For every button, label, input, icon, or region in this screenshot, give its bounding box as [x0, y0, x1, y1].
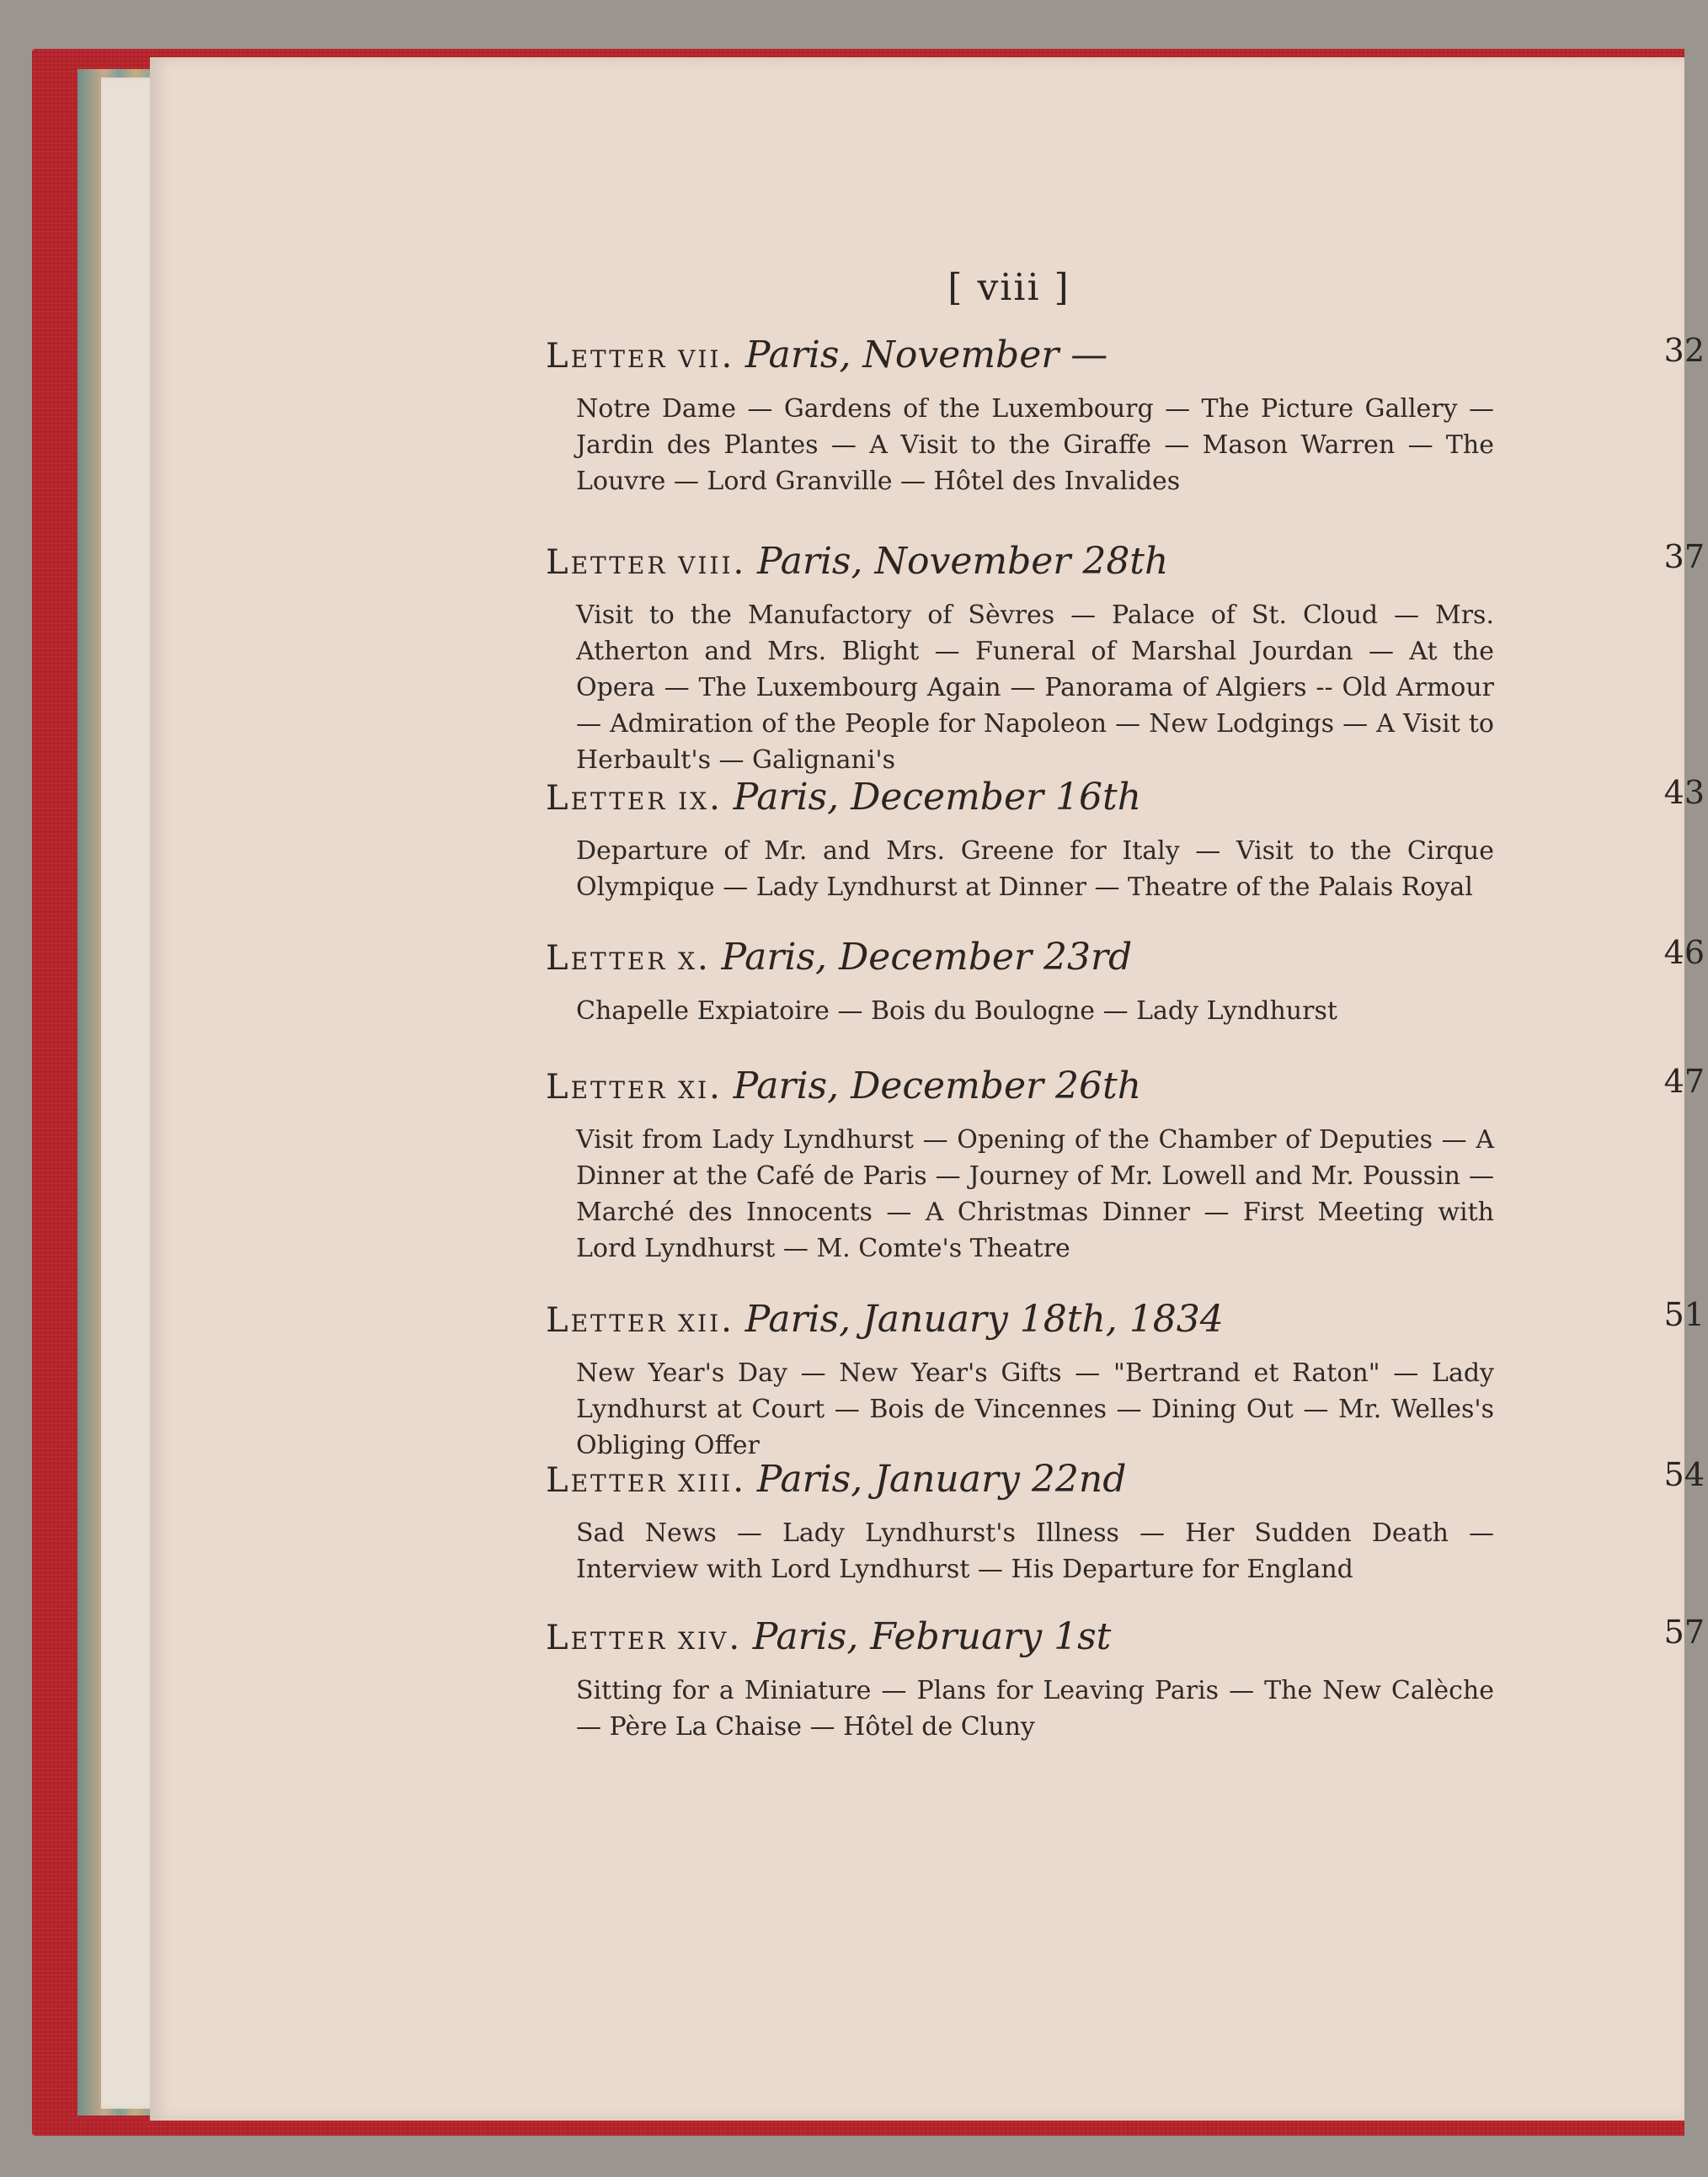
place-date: Paris, January 22nd	[756, 1458, 1127, 1501]
place-date: Paris, November —	[745, 333, 1108, 376]
entry-heading	[546, 1066, 1708, 1107]
page-reference: 43	[1663, 774, 1705, 811]
entry-heading	[546, 542, 1708, 582]
letter-numeral: xiv.	[678, 1619, 743, 1657]
toc-entry-x	[546, 934, 1708, 1029]
toc-entry-xiv	[546, 1614, 1708, 1745]
flyleaf-edge	[101, 77, 153, 2109]
letter-label: Letter	[546, 1461, 668, 1500]
entry-contents: Sitting for a Miniature — Plans for Leaving Paris — The New Calèche — Père La Chaise — Hôtel de Cluny	[576, 1676, 1494, 1742]
toc-entry-vii	[546, 332, 1708, 499]
place-date: Paris, November 28th	[756, 540, 1169, 583]
place-date: Paris, December 26th	[733, 1064, 1142, 1107]
entry-contents: New Year's Day — New Year's Gifts — "Bertrand et Raton" — Lady Lyndhurst at Court — Bois de Vincennes — Dining Out — Mr. Welles's Obliging Offer	[576, 1358, 1494, 1461]
toc-entry-xiii	[546, 1456, 1708, 1587]
letter-numeral: vii.	[678, 337, 735, 376]
book-page	[150, 57, 1705, 2121]
page-reference: 37	[1663, 538, 1705, 575]
letter-label: Letter	[546, 1619, 668, 1657]
letter-label: Letter	[546, 1301, 668, 1340]
toc-entry-viii	[546, 538, 1708, 778]
entry-heading	[546, 777, 1708, 818]
place-date: Paris, January 18th, 1834	[745, 1298, 1224, 1341]
entry-heading	[546, 1459, 1708, 1500]
entry-heading	[546, 937, 1708, 978]
letter-numeral: xiii.	[678, 1461, 746, 1500]
letter-numeral: ix.	[678, 779, 723, 818]
place-date: Paris, December 23rd	[721, 936, 1133, 979]
letter-label: Letter	[546, 543, 668, 582]
toc-entry-xi	[546, 1063, 1708, 1267]
letter-label: Letter	[546, 1068, 668, 1107]
letter-label: Letter	[546, 939, 668, 978]
page-reference: 46	[1663, 934, 1705, 971]
entry-contents: Notre Dame — Gardens of the Luxembourg — The Picture Gallery — Jardin des Plantes — A Visit to the Giraffe — Mason Warren — The Louvre — Lord Granville — Hôtel des Invalides	[576, 394, 1494, 497]
entry-contents: Visit from Lady Lyndhurst — Opening of the Chamber of Deputies — A Dinner at the Café de Paris — Journey of Mr. Lowell and Mr. Poussin — Marché des Innocents — A Christmas Dinner — First Meeting with Lord Lyndhurst — M. Comte's Theatre	[576, 1125, 1494, 1264]
page-reference: 51	[1663, 1296, 1705, 1333]
entry-contents: Visit to the Manufactory of Sèvres — Palace of St. Cloud — Mrs. Atherton and Mrs. Blight — Funeral of Marshal Jourdan — At the Opera — The Luxembourg Again — Panorama of Algiers -- Old Armour — Admiration of the People for Napoleon — New Lodgings — A Visit to Herbault's — Galignani's	[576, 600, 1494, 776]
entry-contents: Sad News — Lady Lyndhurst's Illness — Her Sudden Death — Interview with Lord Lyndhurst — His Departure for England	[576, 1518, 1494, 1585]
toc-entry-ix	[546, 774, 1708, 905]
letter-numeral: xii.	[678, 1301, 734, 1340]
page-reference: 54	[1663, 1456, 1705, 1493]
place-date: Paris, February 1st	[752, 1615, 1112, 1658]
toc-entry-xii	[546, 1296, 1708, 1464]
page-reference: 47	[1663, 1063, 1705, 1100]
letter-numeral: x.	[678, 939, 711, 978]
place-date: Paris, December 16th	[733, 776, 1142, 819]
letter-numeral: viii.	[678, 543, 747, 582]
letter-label: Letter	[546, 337, 668, 376]
page-reference: 32	[1663, 332, 1705, 369]
entry-heading	[546, 1617, 1708, 1657]
letter-numeral: xi.	[678, 1068, 723, 1107]
entry-contents: Chapelle Expiatoire — Bois du Boulogne — Lady Lyndhurst	[576, 996, 1337, 1027]
page-reference: 57	[1663, 1614, 1705, 1651]
letter-label: Letter	[546, 779, 668, 818]
entry-contents: Departure of Mr. and Mrs. Greene for Italy — Visit to the Cirque Olympique — Lady Lyndhurst at Dinner — Theatre of the Palais Royal	[576, 836, 1494, 903]
entry-heading	[546, 335, 1708, 376]
page-number: [ viii ]	[947, 266, 1070, 309]
entry-heading	[546, 1299, 1708, 1340]
